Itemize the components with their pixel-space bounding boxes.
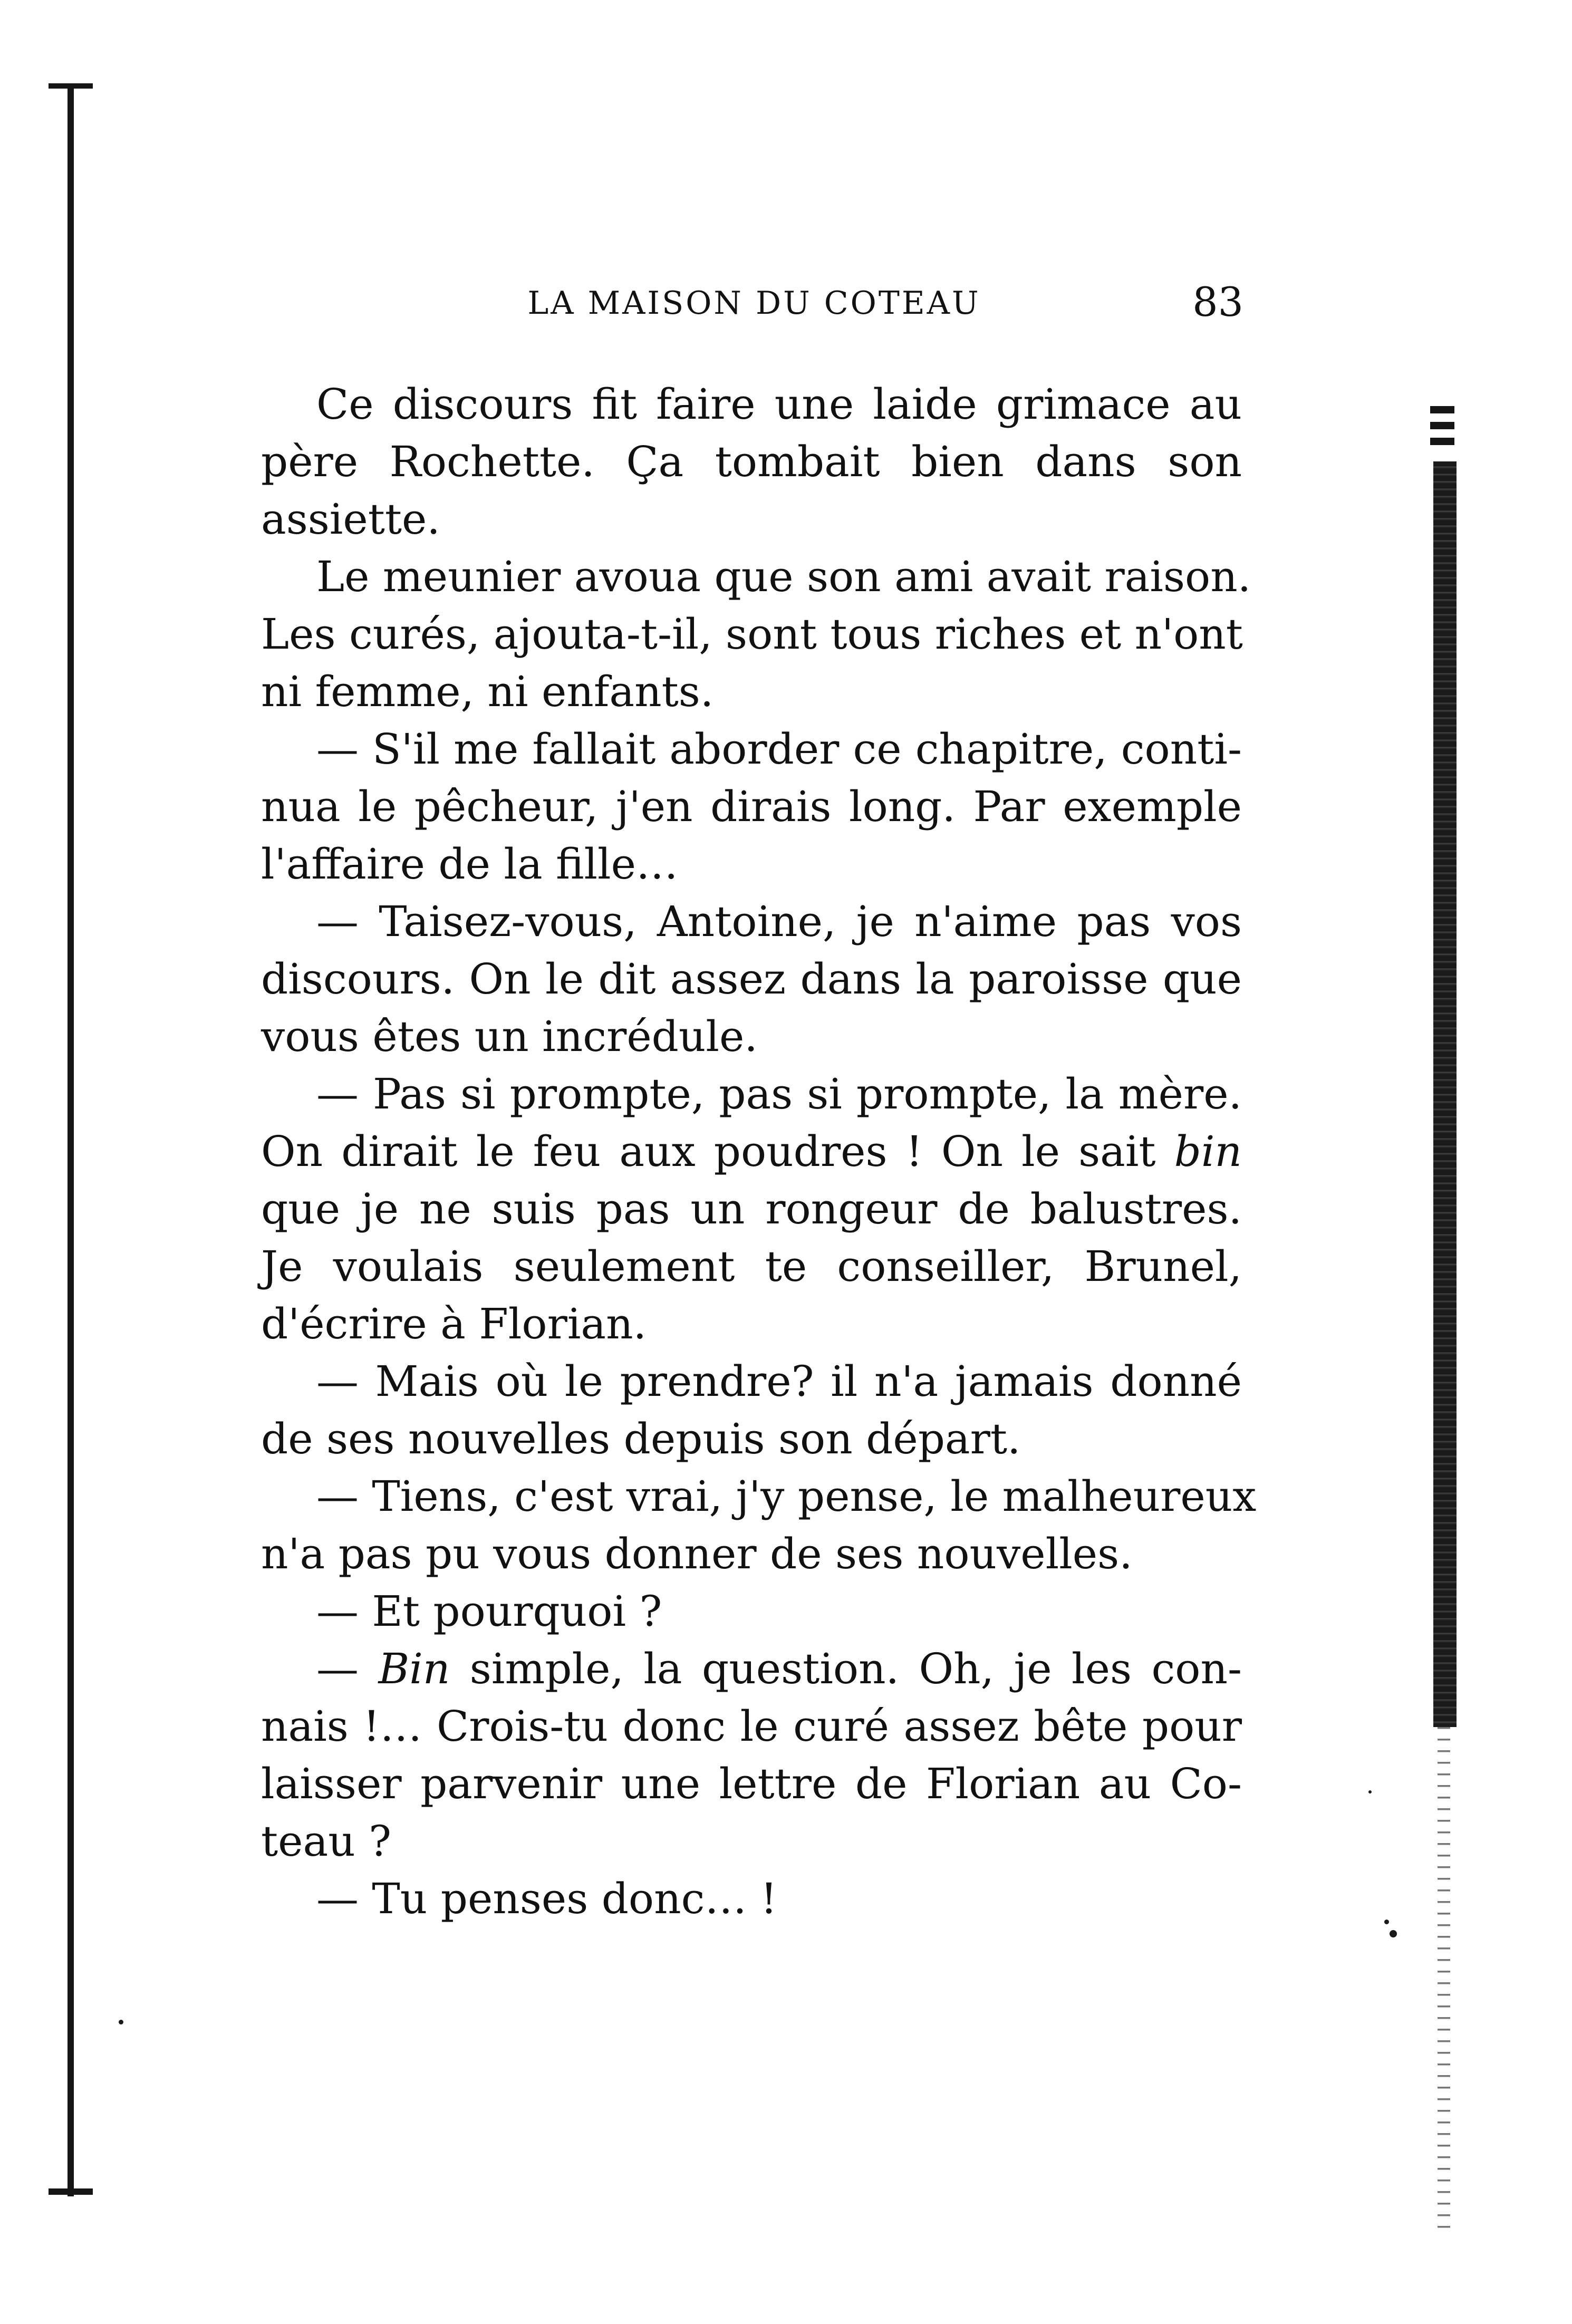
scan-speck [1384, 1920, 1389, 1924]
text-line [261, 1238, 1242, 1295]
text-line [261, 375, 1242, 433]
text-line [261, 1065, 1242, 1123]
gutter-mark [1430, 406, 1454, 413]
text-line-content: simple, la question. Oh, je les con- [450, 1644, 1242, 1693]
text-line [261, 433, 1242, 490]
text-line-content: — Tiens, c'est vrai, j'y pense, le malheureux [316, 1472, 1257, 1521]
text-line [261, 1008, 1242, 1065]
text-line [261, 1180, 1242, 1238]
scan-speck [1368, 1790, 1372, 1793]
text-line-content: nais !… Crois-tu donc le curé assez bête pour [261, 1702, 1242, 1751]
text-line-content: — Tu penses donc… ! [316, 1874, 777, 1923]
text-line-italic: bin [1174, 1127, 1242, 1176]
text-line [261, 663, 1242, 720]
text-line-content: laisser parvenir une lettre de Florian au Co- [261, 1759, 1242, 1808]
text-line [261, 778, 1242, 835]
text-line [261, 1123, 1242, 1180]
text-line [261, 1295, 1242, 1353]
text-line [261, 1468, 1257, 1525]
text-line [261, 1812, 1242, 1870]
gutter-mark [1430, 438, 1454, 445]
text-line [261, 1525, 1242, 1583]
text-line [261, 950, 1242, 1008]
text-line-content: vous êtes un incrédule. [261, 1012, 758, 1061]
page-number: 83 [1192, 278, 1243, 325]
text-line [261, 1870, 1242, 1927]
text-line-content: nua le pêcheur, j'en dirais long. Par exemple [261, 782, 1242, 831]
text-line [261, 605, 1242, 663]
scan-speck [1390, 1930, 1397, 1937]
text-line-content: On dirait le feu aux poudres ! On le sait [261, 1127, 1174, 1176]
text-line-lead: — [316, 1644, 379, 1693]
text-line-content: Je voulais seulement te conseiller, Brunel, [261, 1242, 1242, 1291]
text-line [261, 1410, 1242, 1468]
text-line-content: ni femme, ni enfants. [261, 667, 714, 716]
text-line [261, 1698, 1242, 1755]
scan-speck [119, 2020, 123, 2024]
text-line-content: de ses nouvelles depuis son départ. [261, 1414, 1021, 1463]
text-line [261, 490, 1242, 548]
text-line [261, 835, 1242, 893]
text-line [261, 1755, 1242, 1812]
text-line-content: que je ne suis pas un rongeur de balustres. [261, 1184, 1242, 1233]
text-line [261, 893, 1242, 950]
text-line-content: Les curés, ajouta-t-il, sont tous riches et n'ont [261, 610, 1243, 659]
binding-edge-left [67, 87, 74, 2196]
body-text [261, 375, 1257, 1927]
text-line-content: Le meunier avoua que son ami avait raison. [316, 552, 1251, 601]
text-line [261, 720, 1242, 778]
text-line-content: n'a pas pu vous donner de ses nouvelles. [261, 1529, 1133, 1578]
text-line-content: — S'il me fallait aborder ce chapitre, conti- [316, 725, 1242, 774]
text-line [261, 1353, 1242, 1410]
text-line-content: l'affaire de la fille… [261, 840, 678, 889]
text-line-content: d'écrire à Florian. [261, 1299, 647, 1348]
text-line [261, 1583, 1242, 1640]
text-line-content: discours. On le dit assez dans la paroisse que [261, 954, 1242, 1004]
binding-edge-left-bottom-mark [49, 2188, 93, 2195]
text-line-content: Ce discours fit faire une laide grimace au [316, 380, 1242, 429]
binding-gutter-right [1433, 461, 1457, 1727]
gutter-mark [1430, 422, 1454, 429]
text-line-content: — Pas si prompte, pas si prompte, la mère. [316, 1069, 1242, 1118]
text-line-content: assiette. [261, 495, 440, 544]
text-line-italic: Bin [378, 1644, 450, 1693]
text-line-content: — Et pourquoi ? [316, 1587, 662, 1636]
text-line-content: — Taisez-vous, Antoine, je n'aime pas vos [316, 897, 1242, 946]
running-head: LA MAISON DU COTEAU [527, 285, 981, 322]
text-line-content: — Mais où le prendre? il n'a jamais donné [316, 1357, 1242, 1406]
binding-edge-left-top-mark [49, 83, 93, 89]
text-line [261, 1640, 1242, 1698]
text-line-content: père Rochette. Ça tombait bien dans son [261, 437, 1242, 486]
binding-gutter-right-fade [1438, 1727, 1450, 2228]
text-line [261, 548, 1251, 605]
text-line-content: teau ? [261, 1817, 392, 1866]
